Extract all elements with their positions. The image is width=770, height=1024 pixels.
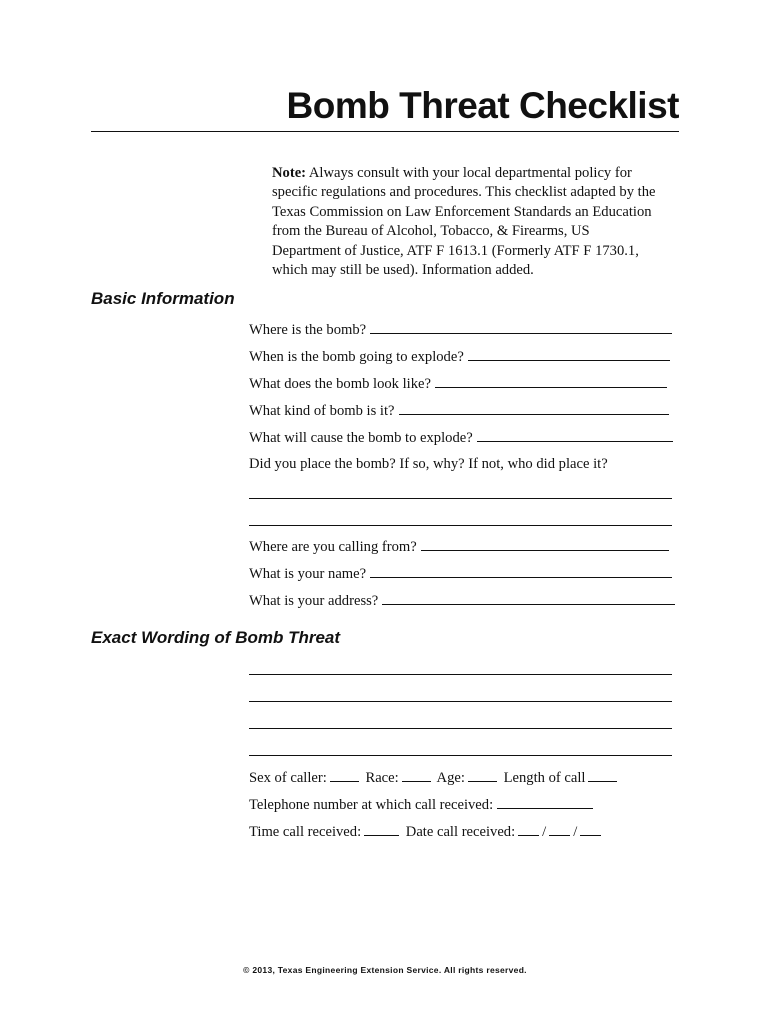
sex-label: Sex of caller: bbox=[249, 770, 327, 786]
date-separator: / bbox=[542, 824, 547, 840]
telephone-row bbox=[249, 795, 593, 814]
caller-details-row bbox=[249, 768, 620, 787]
answer-blank-kind[interactable] bbox=[399, 401, 669, 415]
copyright-footer: © 2013, Texas Engineering Extension Service. All rights reserved. bbox=[243, 965, 527, 975]
title-divider bbox=[91, 131, 679, 132]
time-blank[interactable] bbox=[364, 822, 399, 836]
wording-line-2[interactable] bbox=[249, 701, 672, 702]
question-name bbox=[249, 564, 672, 583]
race-blank[interactable] bbox=[402, 768, 431, 782]
question-label: Where are you calling from? bbox=[249, 539, 417, 555]
question-kind bbox=[249, 401, 669, 420]
answer-blank-calling[interactable] bbox=[421, 537, 669, 551]
age-label: Age: bbox=[436, 770, 465, 786]
telephone-blank[interactable] bbox=[497, 795, 593, 809]
answer-line-place-2[interactable] bbox=[249, 525, 672, 526]
question-label: Where is the bomb? bbox=[249, 322, 367, 338]
question-address bbox=[249, 591, 675, 610]
age-blank[interactable] bbox=[468, 768, 497, 782]
question-place bbox=[249, 455, 608, 473]
question-label: Did you place the bomb? If so, why? If not, who did place it? bbox=[249, 456, 608, 472]
question-label: What does the bomb look like? bbox=[249, 376, 431, 392]
date-label: Date call received: bbox=[405, 824, 516, 840]
date-day-blank[interactable] bbox=[549, 822, 570, 836]
question-calling bbox=[249, 537, 669, 556]
page-title: Bomb Threat Checklist bbox=[286, 85, 679, 126]
note-text: Always consult with your local departmental policy for specific regulations and procedures. This checklist adapted by the Texas Commission on Law Enforcement Standards an Education from the Bureau of Alcohol, Tobacco, & Firearms, US Department of Justice, ATF F 1613.1 (Formerly ATF F 1730.1, which may still be used). Information added. bbox=[272, 165, 656, 279]
length-label: Length of call bbox=[503, 770, 586, 786]
question-label: What is your address? bbox=[249, 593, 379, 609]
answer-blank-address[interactable] bbox=[382, 591, 675, 605]
answer-blank-name[interactable] bbox=[370, 564, 672, 578]
time-date-row bbox=[249, 822, 604, 841]
race-label: Race: bbox=[365, 770, 399, 786]
date-separator: / bbox=[573, 824, 578, 840]
answer-blank-where[interactable] bbox=[370, 320, 672, 334]
question-when bbox=[249, 347, 670, 366]
wording-line-4[interactable] bbox=[249, 755, 672, 756]
answer-blank-look[interactable] bbox=[435, 374, 667, 388]
question-label: What will cause the bomb to explode? bbox=[249, 430, 473, 446]
section-heading-exact-wording: Exact Wording of Bomb Threat bbox=[91, 628, 341, 647]
question-look bbox=[249, 374, 667, 393]
question-label: What is your name? bbox=[249, 566, 367, 582]
date-year-blank[interactable] bbox=[580, 822, 601, 836]
sex-blank[interactable] bbox=[330, 768, 359, 782]
length-blank[interactable] bbox=[588, 768, 617, 782]
wording-line-1[interactable] bbox=[249, 674, 672, 675]
telephone-label: Telephone number at which call received: bbox=[249, 797, 494, 813]
date-month-blank[interactable] bbox=[518, 822, 539, 836]
wording-line-3[interactable] bbox=[249, 728, 672, 729]
question-where bbox=[249, 320, 672, 339]
note-paragraph bbox=[272, 164, 662, 280]
answer-line-place-1[interactable] bbox=[249, 498, 672, 499]
time-label: Time call received: bbox=[249, 824, 362, 840]
section-heading-basic-information: Basic Information bbox=[91, 289, 235, 308]
question-label: When is the bomb going to explode? bbox=[249, 349, 464, 365]
note-label: Note: bbox=[272, 165, 307, 181]
question-label: What kind of bomb is it? bbox=[249, 403, 395, 419]
question-cause bbox=[249, 428, 673, 447]
answer-blank-when[interactable] bbox=[468, 347, 670, 361]
answer-blank-cause[interactable] bbox=[477, 428, 673, 442]
